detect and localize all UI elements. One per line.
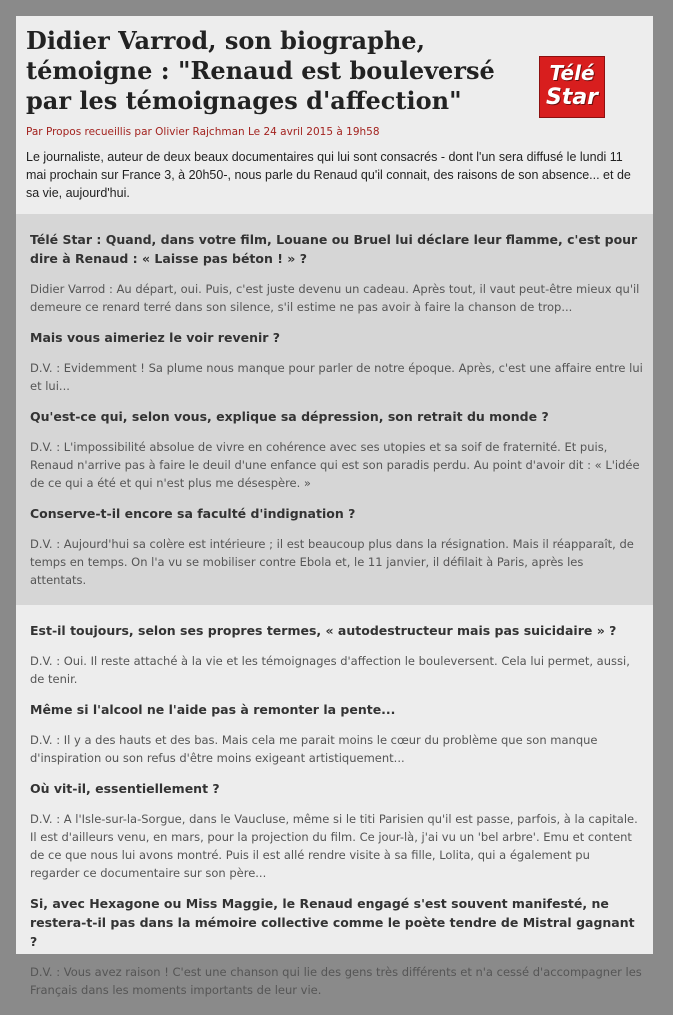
logo-line-1: Télé [549, 61, 595, 85]
answer: D.V. : Oui. Il reste attaché à la vie et les témoignages d'affection le bouleversent. Cela lui permet, aussi, de tenir. [30, 654, 630, 686]
article-byline: Par Propos recueillis par Olivier Rajchman Le 24 avril 2015 à 19h58 [26, 126, 380, 138]
question: Conserve-t-il encore sa faculté d'indignation ? [30, 506, 356, 521]
answer: D.V. : Evidemment ! Sa plume nous manque pour parler de notre époque. Après, c'est une affaire entre lui et lui... [30, 361, 643, 393]
article-header [16, 16, 653, 214]
answer: D.V. : Aujourd'hui sa colère est intérieure ; il est beaucoup plus dans la résignation. Mais il réapparaît, de temps en temps. On l'a vu se mobiliser contre Ebola et, le 11 janvier, il défilait à Paris, après les attentats. [30, 537, 634, 587]
question: Est-il toujours, selon ses propres termes, « autodestructeur mais pas suicidaire » ? [30, 623, 617, 638]
logo-line-2: Star [545, 85, 599, 110]
qa-block [30, 230, 643, 316]
qa-block [30, 621, 643, 688]
qa-block [30, 779, 643, 882]
answer: D.V. : A l'Isle-sur-la-Sorgue, dans le Vaucluse, même si le titi Parisien qu'il est passe, parfois, à la capitale. Il est d'ailleurs venu, en mars, pour la projection du film. Ce jour-là, j'ai vu un 'bel arbre'. Emu et content de ce que nous lui avons montré. Puis il est allé rendre visite à sa fille, Lolita, qui a également pu regarder ce documentaire sur son père... [30, 812, 638, 880]
qa-block [30, 328, 643, 395]
tele-star-logo [539, 56, 605, 118]
answer: D.V. : Il y a des hauts et des bas. Mais cela me parait moins le cœur du problème que son manque d'inspiration ou son refus d'être moins exigeant artistiquement... [30, 733, 598, 765]
qa-block [30, 700, 643, 767]
article-intro: Le journaliste, auteur de deux beaux documentaires qui lui sont consacrés - dont l'un sera diffusé le lundi 11 mai prochain sur France 3, à 20h50-, nous parle du Renaud qu'il connait, des raisons de son absence... et de sa vie, aujourd'hui. [26, 150, 631, 200]
article-page [16, 16, 653, 997]
question: Mais vous aimeriez le voir revenir ? [30, 330, 281, 345]
question: Où vit-il, essentiellement ? [30, 781, 220, 796]
question: Télé Star : Quand, dans votre film, Louane ou Bruel lui déclare leur flamme, c'est pour dire à Renaud : « Laisse pas béton ! » ? [30, 232, 638, 266]
article-title: Didier Varrod, son biographe, témoigne : "Renaud est bouleversé par les témoignages d'affection" [26, 26, 495, 115]
answer: D.V. : Vous avez raison ! C'est une chanson qui lie des gens très différents et n'a cessé d'accompagner les Français dans les moments importants de leur vie. [30, 965, 642, 997]
answer: D.V. : L'impossibilité absolue de vivre en cohérence avec ses utopies et sa soif de fraternité. Et puis, Renaud n'arrive pas à faire le deuil d'une enfance qui est son paradis perdu. Au point d'avoir dit : « L'idée de ce qui a été et qui n'est plus me désespère. » [30, 440, 640, 490]
question: Qu'est-ce qui, selon vous, explique sa dépression, son retrait du monde ? [30, 409, 549, 424]
interview-section [16, 605, 653, 1015]
qa-block [30, 504, 643, 589]
qa-block [30, 894, 643, 999]
question: Même si l'alcool ne l'aide pas à remonter la pente... [30, 702, 396, 717]
question: Si, avec Hexagone ou Miss Maggie, le Renaud engagé s'est souvent manifesté, ne restera-t-il pas dans la mémoire collective comme le poète tendre de Mistral gagnant ? [30, 896, 635, 949]
interview-section-shaded [16, 214, 653, 605]
qa-block [30, 407, 643, 492]
answer: Didier Varrod : Au départ, oui. Puis, c'est juste devenu un cadeau. Après tout, il vaut peut-être mieux qu'il demeure ce renard terré dans son silence, s'il estime ne pas avoir à faire la chanson de trop... [30, 282, 640, 314]
